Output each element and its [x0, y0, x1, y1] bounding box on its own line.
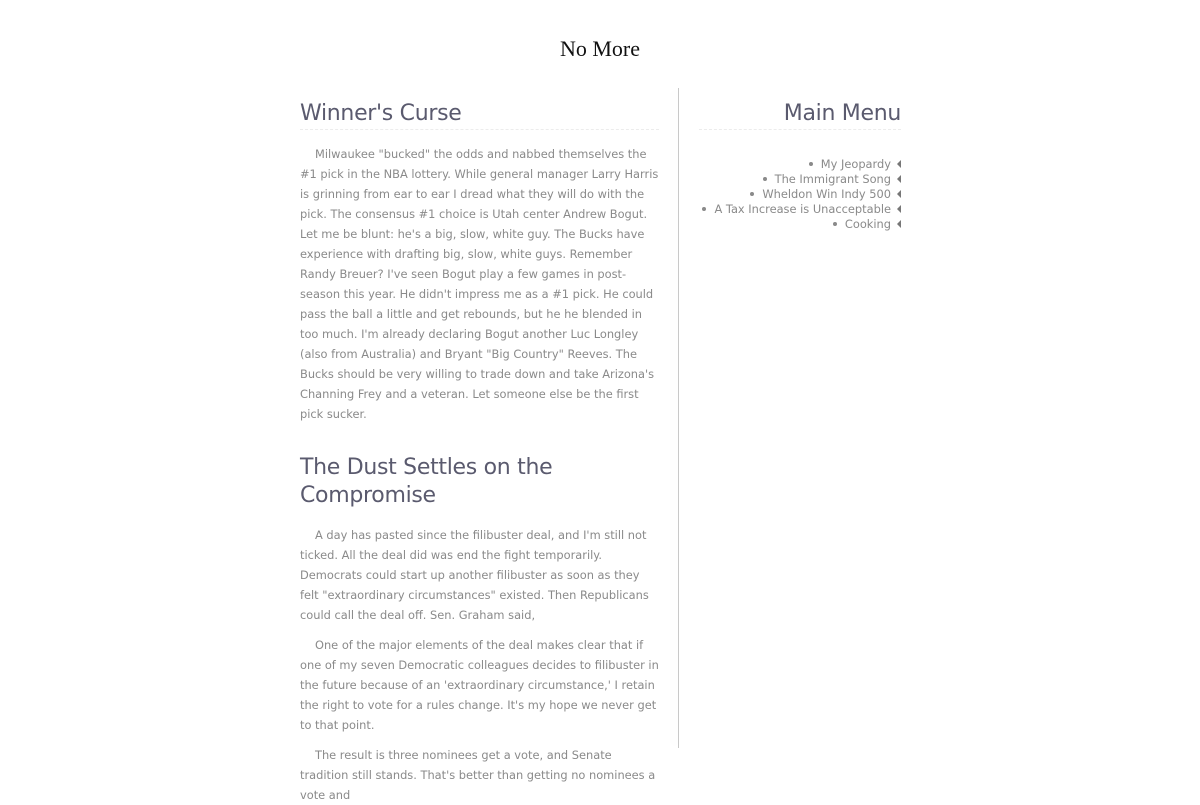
menu-link[interactable]: Wheldon Win Indy 500 [762, 187, 891, 201]
post-title[interactable]: The Dust Settles on the Compromise [300, 455, 553, 508]
menu-link[interactable]: A Tax Increase is Unacceptable [714, 202, 891, 216]
post-paragraph: The result is three nominees get a vote, and Senate tradition still stands. That's better than getting no nominees a vote and [300, 748, 656, 802]
arrow-left-icon [897, 205, 901, 213]
post-body [300, 144, 659, 424]
menu-link[interactable]: Cooking [844, 217, 891, 231]
bullet-icon [763, 177, 767, 181]
menu-item [699, 217, 901, 232]
bullet-icon [750, 192, 754, 196]
bullet-icon [702, 207, 706, 211]
arrow-left-icon [897, 160, 901, 168]
menu-item [699, 202, 901, 217]
post [300, 100, 659, 424]
arrow-left-icon [897, 175, 901, 183]
menu-item [699, 157, 901, 172]
arrow-left-icon [897, 190, 901, 198]
menu-link[interactable]: The Immigrant Song [774, 172, 891, 186]
post-blockquote: One of the major elements of the deal makes clear that if one of my seven Democratic colleagues decides to filibuster in the future because of an 'extraordinary circumstance,' I retain the right to vote for a rules change. It's my hope we never get to that point. [300, 638, 659, 732]
main-menu [699, 157, 901, 232]
menu-item [699, 187, 901, 202]
site-title[interactable]: No More [559, 36, 641, 61]
menu-link[interactable]: My Jeopardy [820, 157, 891, 171]
post-paragraph: Milwaukee "bucked" the odds and nabbed themselves the #1 pick in the NBA lottery. While general manager Larry Harris is grinning from ear to ear I dread what they will do with the pick. The consensus #1 choice is Utah center Andrew Bogut. Let me be blunt: he's a big, slow, white guy. The Bucks have experience with drafting big, slow, white guys. Remember Randy Breuer? I've seen Bogut play a few games in post-season this year. He didn't impress me as a #1 pick. He could pass the ball a little and get rebounds, but he he blended in too much. I'm already declaring Bogut another Luc Longley (also from Australia) and Bryant "Big Country" Reeves. The Bucks should be very willing to trade down and take Arizona's Channing Frey and a veteran. Let someone else be the first pick sucker. [300, 147, 659, 421]
bullet-icon [809, 162, 813, 166]
sidebar-title: Main Menu [699, 100, 901, 130]
bullet-icon [833, 222, 837, 226]
main-content [300, 88, 659, 805]
arrow-left-icon [897, 220, 901, 228]
sidebar [699, 88, 901, 232]
post-paragraph: A day has pasted since the filibuster deal, and I'm still not ticked. All the deal did was end the fight temporarily. Democrats could start up another filibuster as soon as they felt "extraordinary circumstances" existed. Then Republicans could call the deal off. Sen. Graham said, [300, 528, 649, 622]
menu-item [699, 172, 901, 187]
column-divider [678, 88, 679, 748]
post-body [300, 525, 659, 805]
post-title[interactable]: Winner's Curse [300, 100, 659, 130]
post [300, 454, 659, 805]
